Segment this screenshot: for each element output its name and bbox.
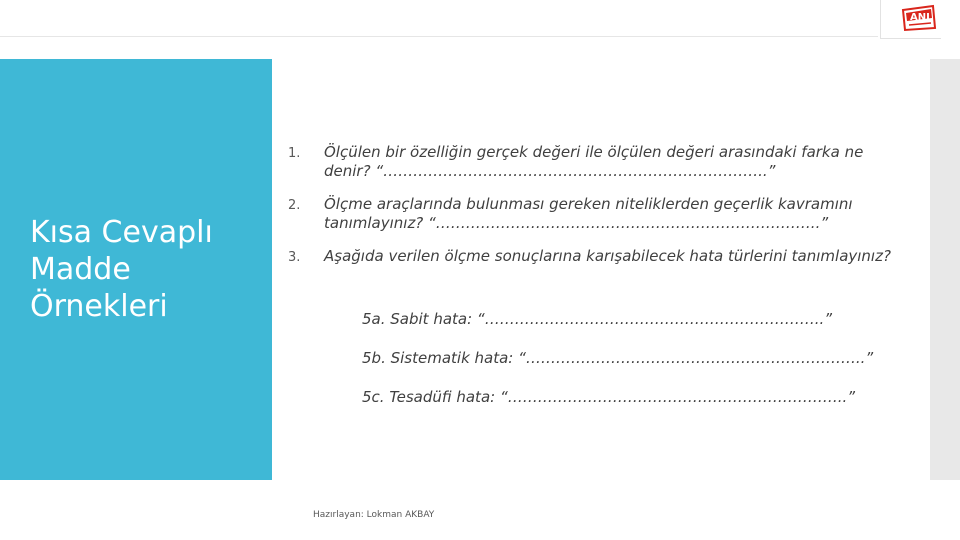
question-item [288, 195, 908, 233]
question-number: 1. [288, 146, 301, 161]
question-item [288, 247, 908, 267]
side-bar [930, 59, 960, 480]
question-number: 2. [288, 198, 301, 213]
question-number: 3. [288, 250, 301, 265]
question-text: Ölçme araçlarında bulunması gereken niteliklerden geçerlik kavramını tanımlayınız? “…………………………………………………………………..” [324, 195, 853, 232]
error-type-item: 5c. Tesadüfi hata: “…………………………………………………………..” [362, 388, 856, 406]
logo-text: ANI [910, 12, 930, 23]
top-divider [0, 36, 878, 37]
question-item [288, 143, 908, 181]
slide-title: Kısa Cevaplı Madde Örnekleri [30, 215, 213, 324]
question-list [288, 143, 908, 281]
error-type-item: 5b. Sistematik hata: “…………………………………………………………..” [362, 349, 874, 367]
question-text: Aşağıda verilen ölçme sonuçlarına karışabilecek hata türlerini tanımlayınız? [324, 247, 891, 265]
question-text: Ölçülen bir özelliğin gerçek değeri ile ölçülen değeri arasındaki farka ne denir? “…………………………………………………………………..” [324, 143, 864, 180]
logo-icon [901, 4, 937, 32]
publisher-logo [880, 0, 941, 39]
author-footer: Hazırlayan: Lokman AKBAY [313, 510, 435, 520]
error-type-item: 5a. Sabit hata: “…………………………………………………………..” [362, 310, 832, 328]
error-type-list [362, 309, 922, 426]
